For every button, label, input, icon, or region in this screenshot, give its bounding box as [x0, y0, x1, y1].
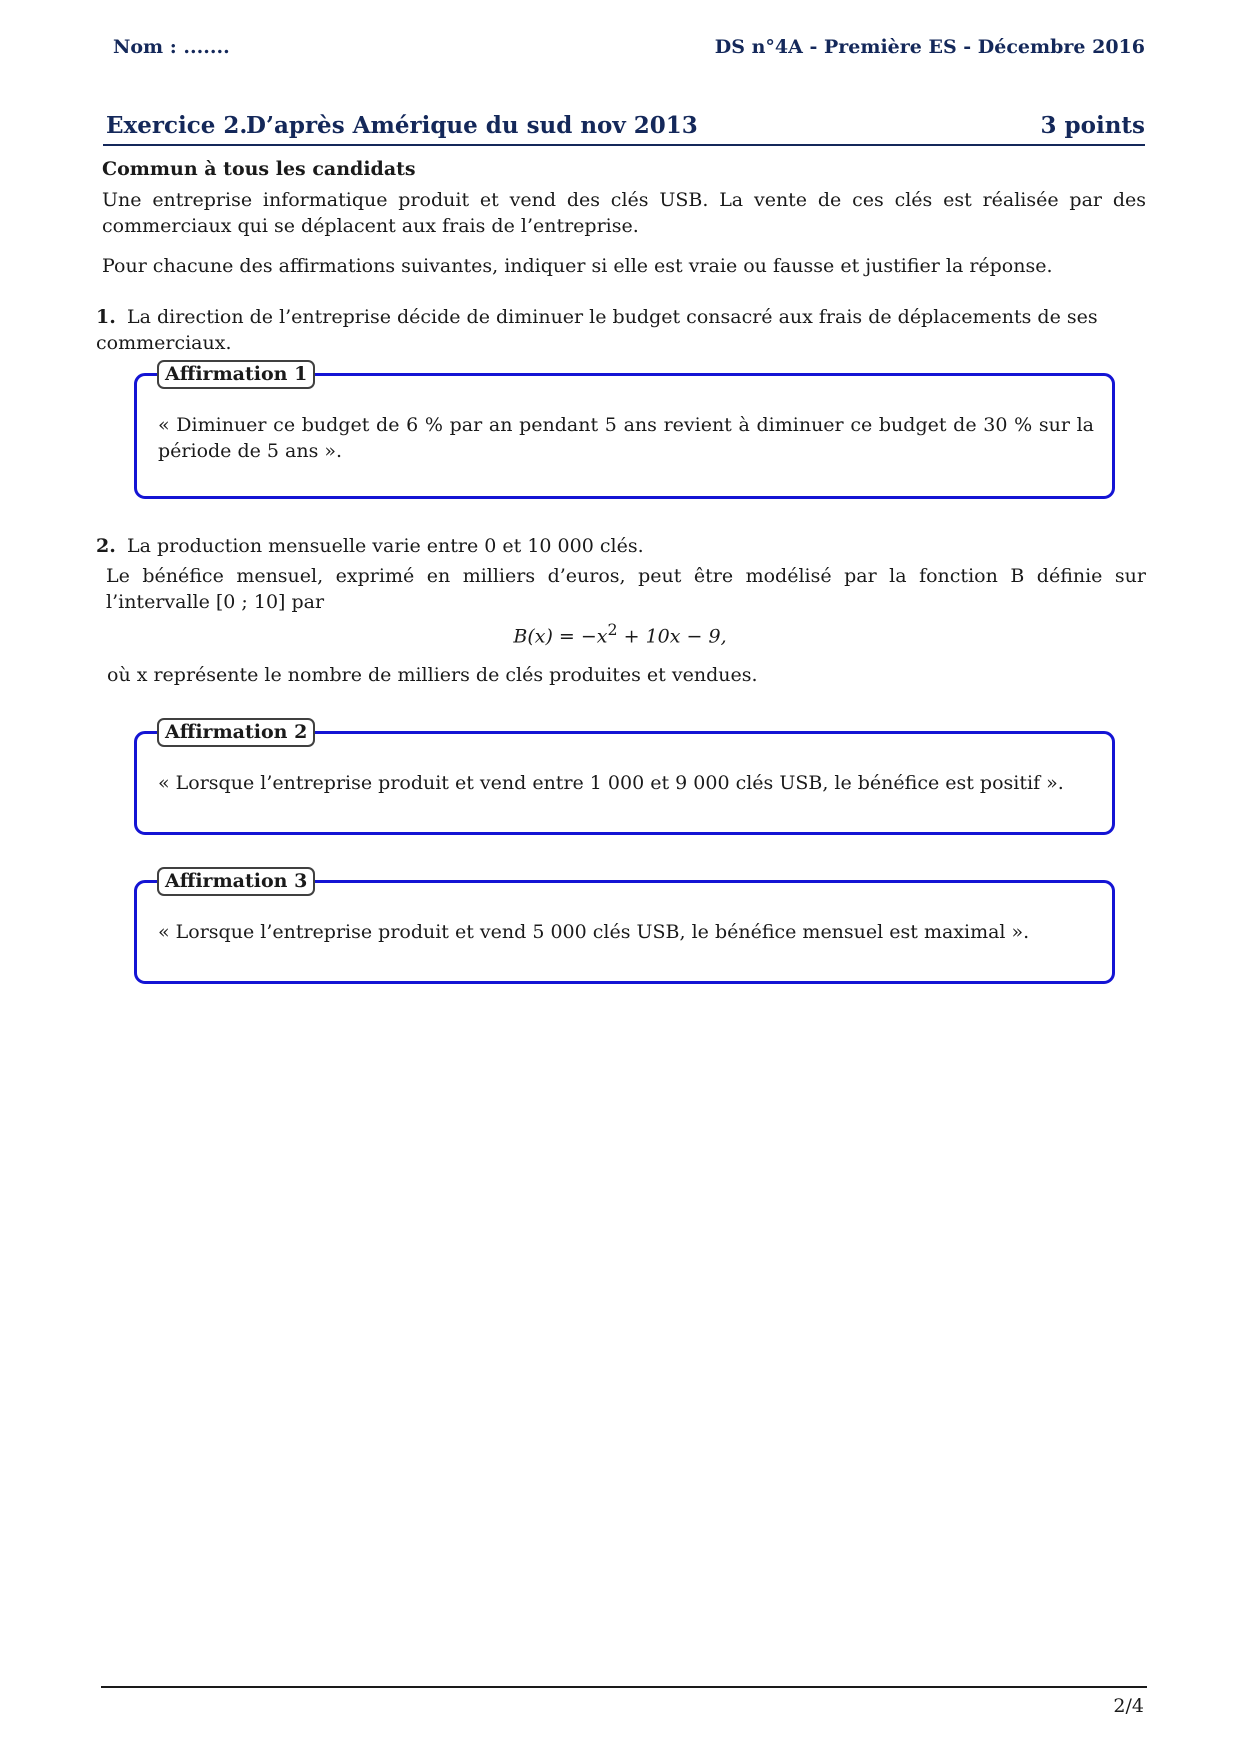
exercise-points: 3 points — [1040, 112, 1145, 139]
intro-paragraph: Une entreprise informatique produit et vend des clés USB. La vente de ces clés est réalisée par des commerciaux qui se déplacent aux frais de l’entreprise. — [102, 189, 1146, 237]
subheading: Commun à tous les candidats — [102, 158, 416, 180]
page-number: 2/4 — [1113, 1695, 1144, 1717]
formula-exponent: 2 — [607, 620, 618, 639]
formula-lhs: B(x) = −x — [513, 625, 608, 648]
affirmation-3-box — [134, 870, 1115, 984]
question-2-line-1: La production mensuelle varie entre 0 et 10 000 clés. — [127, 535, 644, 557]
question-2-line-2: Le bénéfice mensuel, exprimé en milliers d’euros, peut être modélisé par la fonction B définie sur l’intervalle [0 ; 10] par — [106, 565, 1146, 613]
affirmation-1-text: « Diminuer ce budget de 6 % par an pendant 5 ans revient à diminuer ce budget de 30 % sur la période de 5 ans ». — [158, 414, 1094, 462]
affirmation-2-label: Affirmation 2 — [157, 718, 315, 747]
exercise-title-bar — [103, 112, 1145, 146]
exercise-source: D’après Amérique du sud nov 2013 — [246, 112, 698, 139]
question-1 — [96, 304, 1146, 356]
exercise-number: Exercice 2. — [106, 112, 248, 139]
question-2-line-3: où x représente le nombre de milliers de clés produites et vendues. — [107, 664, 758, 686]
student-name-field: Nom : ....... — [113, 36, 230, 58]
question-2-number: 2. — [96, 535, 116, 557]
affirmation-3-label: Affirmation 3 — [157, 867, 315, 896]
affirmation-2-text: « Lorsque l’entreprise produit et vend entre 1 000 et 9 000 clés USB, le bénéfice est positif ». — [158, 772, 1064, 794]
affirmation-2-box — [134, 721, 1115, 835]
question-2 — [96, 533, 1146, 559]
formula-rhs: + 10x − 9, — [617, 625, 727, 648]
instruction-paragraph: Pour chacune des affirmations suivantes, indiquer si elle est vraie ou fausse et justifier la réponse. — [102, 255, 1053, 277]
affirmation-1-label: Affirmation 1 — [157, 360, 315, 389]
profit-formula — [0, 620, 1240, 647]
question-1-number: 1. — [96, 306, 116, 328]
affirmation-1-box — [134, 363, 1115, 499]
affirmation-3-text: « Lorsque l’entreprise produit et vend 5 000 clés USB, le bénéfice mensuel est maximal ». — [158, 921, 1030, 943]
document-header-title: DS n°4A - Première ES - Décembre 2016 — [714, 36, 1145, 58]
footer-rule — [101, 1686, 1147, 1688]
question-1-text: La direction de l’entreprise décide de diminuer le budget consacré aux frais de déplacements de ses commerciaux. — [96, 306, 1098, 354]
